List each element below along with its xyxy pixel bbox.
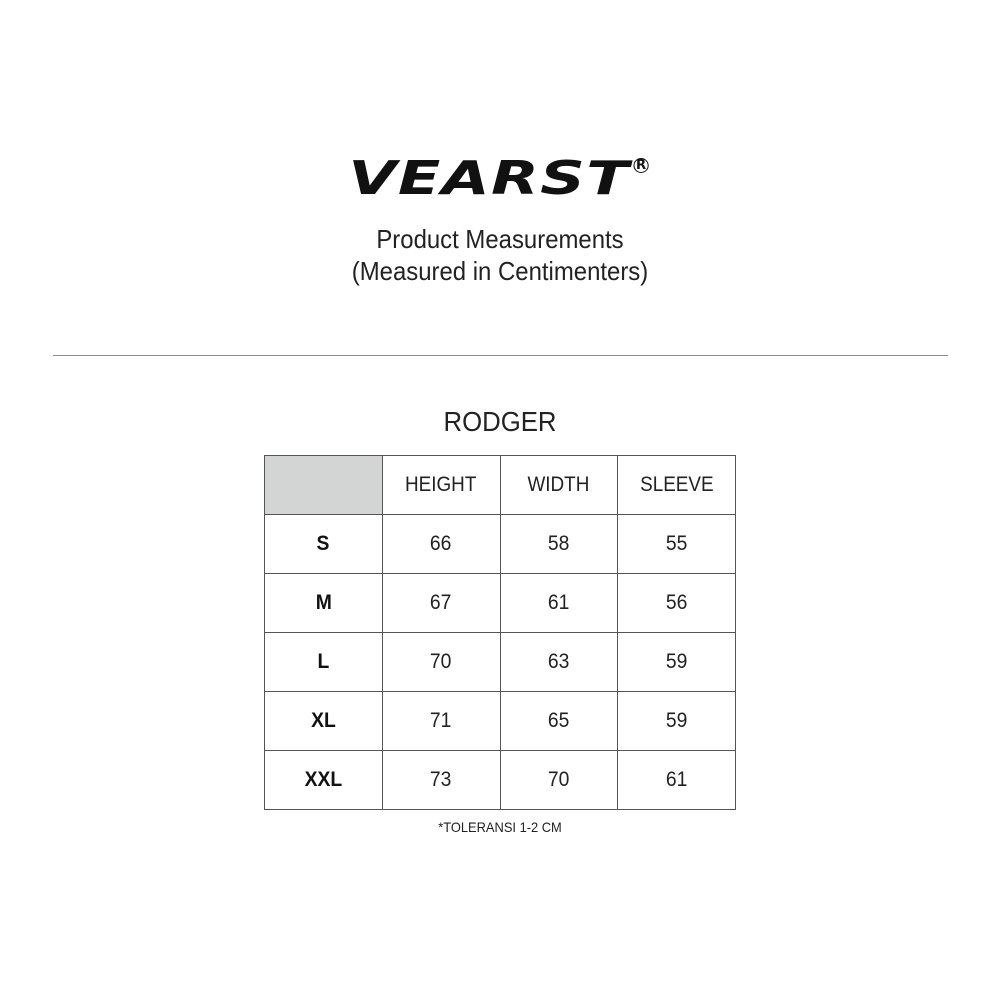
column-header-width: WIDTH xyxy=(500,456,618,515)
section-divider xyxy=(53,355,948,356)
sleeve-value: 59 xyxy=(618,692,736,751)
size-label: M xyxy=(265,574,383,633)
width-value: 63 xyxy=(500,633,618,692)
table-row xyxy=(265,692,736,751)
width-value: 61 xyxy=(500,574,618,633)
height-value: 73 xyxy=(382,751,500,810)
column-header-sleeve: SLEEVE xyxy=(618,456,736,515)
height-value: 70 xyxy=(382,633,500,692)
width-value: 65 xyxy=(500,692,618,751)
height-value: 67 xyxy=(382,574,500,633)
table-header-row xyxy=(265,456,736,515)
size-label: XXL xyxy=(265,751,383,810)
table-row xyxy=(265,633,736,692)
brand-logo-text: VEARST xyxy=(348,151,630,205)
size-label: S xyxy=(265,515,383,574)
height-value: 71 xyxy=(382,692,500,751)
table-row xyxy=(265,751,736,810)
height-value: 66 xyxy=(382,515,500,574)
registered-trademark-icon: R xyxy=(634,158,649,173)
sleeve-value: 55 xyxy=(618,515,736,574)
page-title: Product Measurements xyxy=(376,224,624,254)
size-chart-table xyxy=(264,455,736,810)
table-corner-cell xyxy=(265,456,383,515)
sleeve-value: 59 xyxy=(618,633,736,692)
size-label: XL xyxy=(265,692,383,751)
width-value: 70 xyxy=(500,751,618,810)
brand-logo xyxy=(0,148,1000,208)
tolerance-note: *TOLERANSI 1-2 CM xyxy=(438,819,562,835)
table-row xyxy=(265,515,736,574)
sleeve-value: 56 xyxy=(618,574,736,633)
table-row xyxy=(265,574,736,633)
sleeve-value: 61 xyxy=(618,751,736,810)
column-header-height: HEIGHT xyxy=(382,456,500,515)
page-subtitle: (Measured in Centimenters) xyxy=(351,256,649,286)
product-name: RODGER xyxy=(443,406,557,437)
size-label: L xyxy=(265,633,383,692)
width-value: 58 xyxy=(500,515,618,574)
